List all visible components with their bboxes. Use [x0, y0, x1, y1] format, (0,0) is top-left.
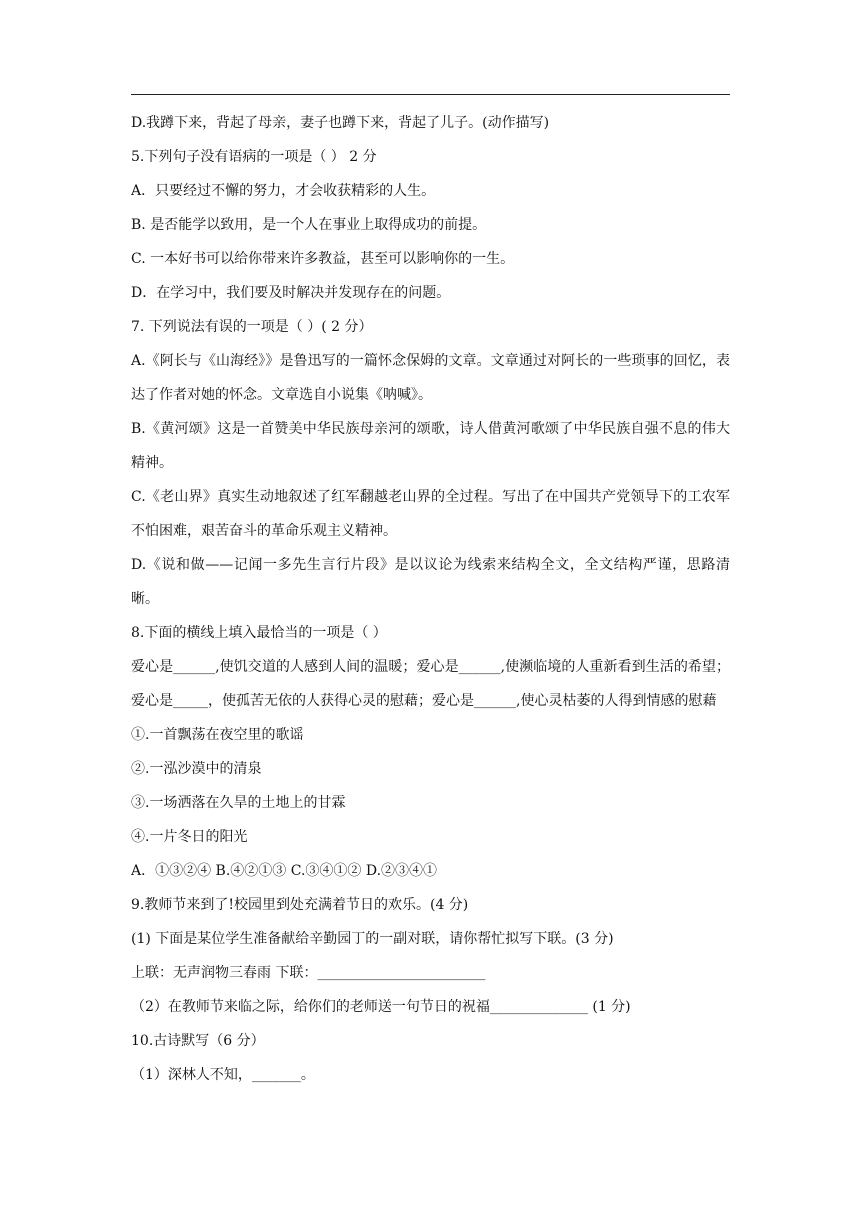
- q7-stem: 7. 下列说法有误的一项是（ ）( 2 分）: [131, 319, 373, 335]
- q9-couplet: 上联：无声润物三春雨 下联：________________________: [131, 965, 486, 981]
- q9-stem: 9.教师节来到了!校园里到处充满着节日的欢乐。(4 分): [131, 897, 469, 913]
- header-rule: [131, 94, 730, 95]
- q9-part-2: （2）在教师节来临之际，给你们的老师送一句节日的祝福______________ (1 分): [131, 999, 631, 1015]
- q5-option-b: B. 是否能学以致用，是一个人在事业上取得成功的前提。: [131, 217, 487, 233]
- q8-item-2: ②.一泓沙漠中的清泉: [131, 761, 262, 777]
- q8-passage: 爱心是______,使饥交道的人感到人间的温暖；爱心是______,使濒临境的人重新看到生活的希望；爱心是_____，使孤苦无依的人获得心灵的慰藉；爱心是______,使心灵枯萎的人得到情感的慰藉: [131, 659, 730, 709]
- q8-item-1: ①.一首飘荡在夜空里的歌谣: [131, 727, 304, 743]
- q4-option-d: D.我蹲下来，背起了母亲，妻子也蹲下来，背起了儿子。(动作描写): [131, 115, 550, 131]
- q10-part-1: （1）深林人不知，_______。: [131, 1067, 315, 1083]
- q9-part-1: (1) 下面是某位学生准备献给辛勤园丁的一副对联，请你帮忙拟写下联。(3 分): [131, 931, 614, 947]
- q7-option-d: D.《说和做——记闻一多先生言行片段》是以议论为线索来结构全文，全文结构严谨，思路清晰。: [131, 557, 730, 607]
- document-body: [131, 106, 730, 1092]
- q7-option-c: C.《老山界》真实生动地叙述了红军翻越老山界的全过程。写出了在中国共产党领导下的工农军不怕困难，艰苦奋斗的革命乐观主义精神。: [131, 489, 730, 539]
- q8-options: A．①③②④ B.④②①③ C.③④①② D.②③④①: [131, 863, 438, 879]
- q7-option-b: B.《黄河颂》这是一首赞美中华民族母亲河的颂歌，诗人借黄河歌颂了中华民族自强不息的伟大精神。: [131, 421, 730, 471]
- q8-item-3: ③.一场洒落在久旱的土地上的甘霖: [131, 795, 346, 811]
- q5-option-d: D．在学习中，我们要及时解决并发现存在的问题。: [131, 285, 451, 301]
- q5-stem: 5.下列句子没有语病的一项是（ ） 2 分: [131, 149, 377, 165]
- q8-stem: 8.下面的横线上填入最恰当的一项是（ ）: [131, 625, 387, 641]
- q5-option-c: C. 一本好书可以给你带来许多教益，甚至可以影响你的一生。: [131, 251, 515, 267]
- q7-option-a: A.《阿长与《山海经》》是鲁迅写的一篇怀念保姆的文章。文章通过对阿长的一些琐事的回忆，表达了作者对她的怀念。文章选自小说集《呐喊》。: [131, 353, 730, 403]
- q10-stem: 10.古诗默写（6 分）: [131, 1033, 265, 1049]
- q5-option-a: A．只要经过不懈的努力，才会收获精彩的人生。: [131, 183, 436, 199]
- q8-item-4: ④.一片冬日的阳光: [131, 829, 248, 845]
